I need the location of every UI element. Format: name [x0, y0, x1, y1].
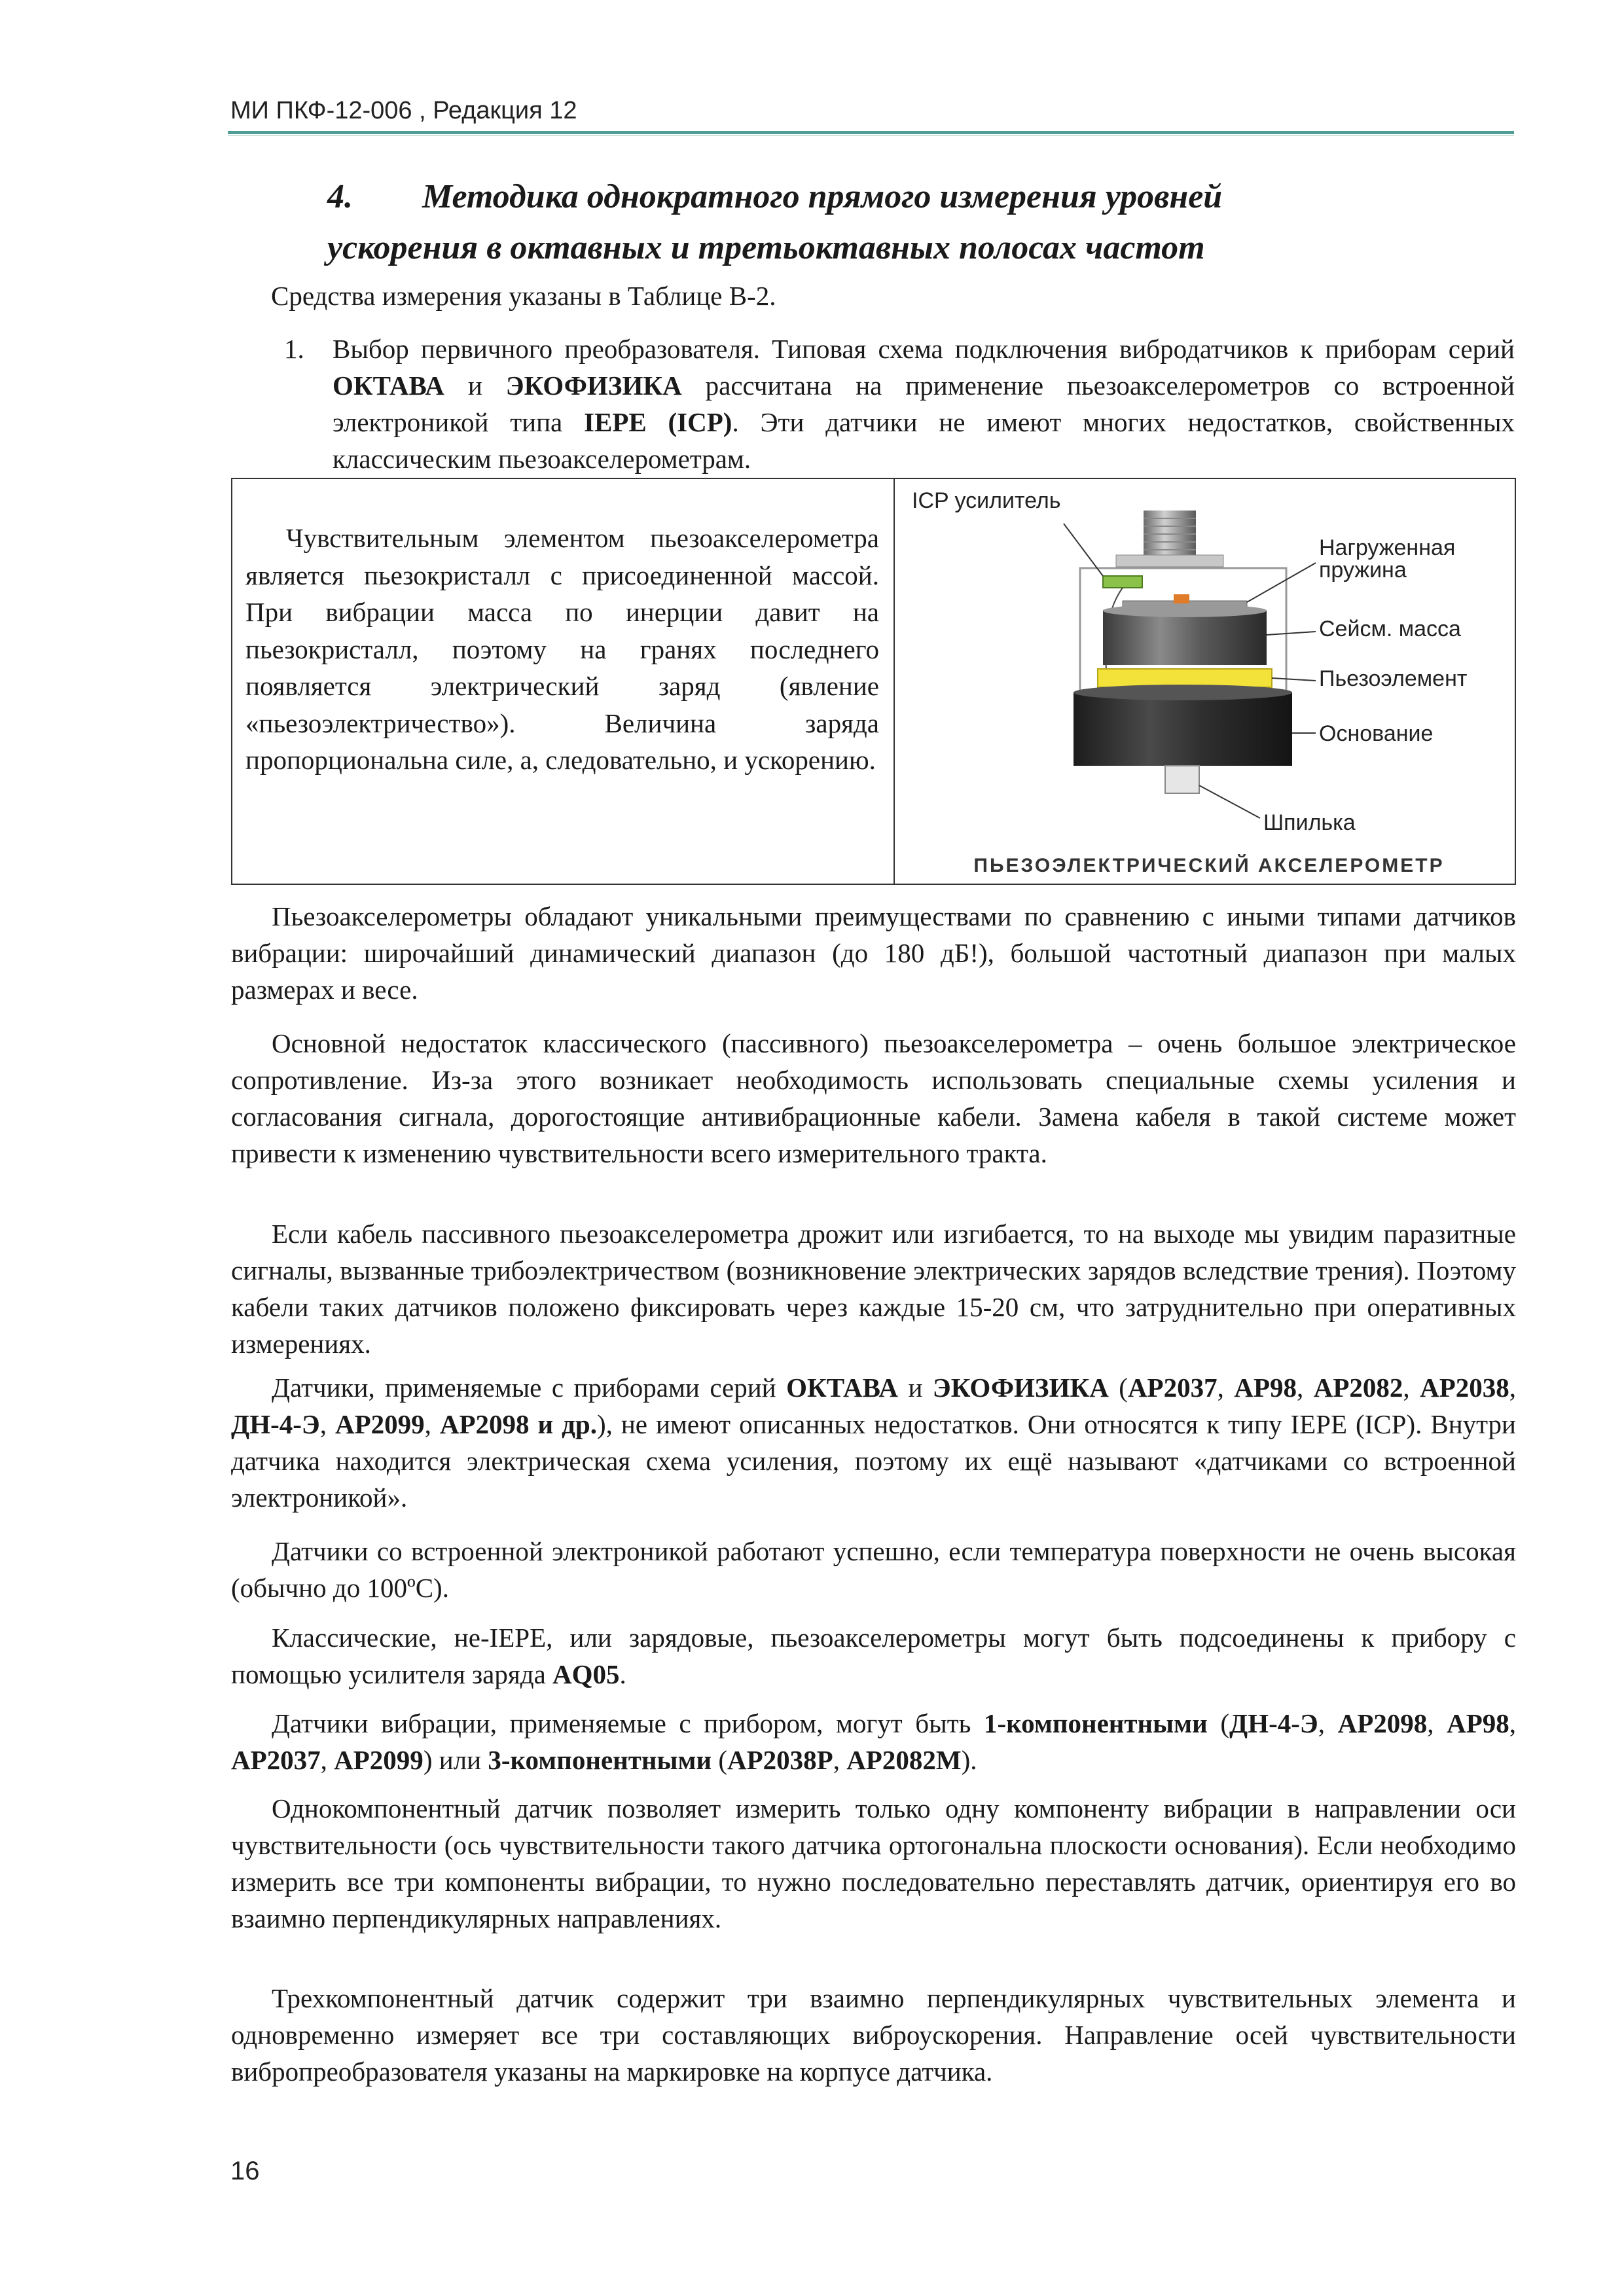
label-stud: Шпилька [1263, 810, 1356, 835]
mass-top [1103, 604, 1267, 617]
label-loaded-spring-1: Нагруженная [1319, 535, 1456, 560]
section-title-line-1: Методика однократного прямого измерения уровней [422, 178, 1223, 215]
section-number: 4. [327, 178, 353, 215]
base [1074, 692, 1292, 766]
paragraph-passive-drawback: Основной недостаток классического (пассивного) пьезоакселерометра – очень большое электрическое сопротивление. Из-за этого возникает необходимость использовать специальные схемы усиления и согласования сигнала, дорогостоящие антивибрационные кабели. Замена кабеля в такой системе может привести к изменению чувствительности всего измерительного тракта. [231, 1028, 1516, 1168]
section-heading [327, 171, 1506, 274]
label-icp-amplifier: ICP усилитель [912, 488, 1061, 513]
document-reference-header: МИ ПКФ-12-006 , Редакция 12 [230, 97, 577, 124]
seismic-mass [1103, 610, 1267, 665]
header-rule [228, 131, 1514, 134]
list-item-1 [284, 331, 1515, 477]
header-rule-thin [228, 135, 1514, 136]
paragraph-advantages: Пьезоакселерометры обладают уникальными преимуществами по сравнению с иными типами датчиков вибрации: широчайший динамический диапазон (до 180 дБ!), большой частотный диапазон при малых размерах и весе. [231, 901, 1516, 1005]
paragraph-temperature: Датчики со встроенной электроникой работают успешно, если температура поверхности не очень высокая (обычно до 100ºС). [231, 1536, 1516, 1603]
label-loaded-spring-2: пружина [1319, 558, 1407, 583]
piezo-accelerometer-diagram [907, 484, 1512, 881]
paragraph-triaxial: Трехкомпонентный датчик содержит три взаимно перпендикулярных чувствительных элемента и одновременно измеряет все три составляющих виброускорения. Направление осей чувствительности вибропреобразователя указаны на маркировке на корпусе датчика. [231, 1983, 1516, 2087]
box-description: Чувствительным элементом пьезоакселерометра является пьезокристалл с присоединенной массой. При вибрации масса по инерции давит на пьезокристалл, поэтому на гранях последнего появляется электрический заряд (явление «пьезоэлектричество»). Величина заряда пропорциональна силе, а, следовательно, и ускорению. [245, 523, 879, 775]
connector-plate [1116, 555, 1223, 567]
label-seismic-mass: Сейсм. масса [1319, 617, 1461, 641]
piezo-element [1098, 669, 1272, 687]
box-divider [893, 479, 895, 884]
paragraph-components: Датчики вибрации, применяемые с прибором, могут быть 1-компонентными (ДН-4-Э, АР2098, АР98, АР2037, АР2099) или 3-компонентными (АР2038Р, АР2082М). [231, 1708, 1517, 1775]
icp-board [1103, 576, 1142, 588]
paragraph-sensors-used: Датчики, применяемые с приборами серий ОКТАВА и ЭКОФИЗИКА (АР2037, АР98, АР2082, АР2038, ДН-4-Э, АР2099, АР2098 и др.), не имеют описанных недостатков. Они относятся к типу IEPE (ICP). Внутри датчика находится электрическая схема усиления, поэтому их ещё называют «датчиками со встроенной электроникой». [231, 1372, 1517, 1513]
page-number: 16 [230, 2157, 260, 2185]
accelerometer-info-box [231, 478, 1516, 885]
spring-screw [1174, 594, 1189, 603]
label-base: Основание [1319, 721, 1434, 746]
list-marker: 1. [284, 334, 304, 364]
label-piezo-element: Пьезоэлемент [1319, 666, 1468, 691]
section-title-line-2: ускорения в октавных и третьоктавных полосах частот [327, 229, 1205, 266]
paragraph-charge-amplifier: Классические, не-IEPE, или зарядовые, пьезоакселерометры могут быть подсоединены к прибору с помощью усилителя заряда AQ05. [231, 1623, 1516, 1689]
intro-paragraph: Средства измерения указаны в Таблице В-2. [271, 281, 776, 311]
stud [1165, 766, 1199, 793]
paragraph-cable-noise: Если кабель пассивного пьезоакселерометра дрожит или изгибается, то на выходе мы увидим паразитные сигналы, вызванные трибоэлектричеством (возникновение электрических зарядов вследствие трения). Поэтому кабели таких датчиков положено фиксировать через каждые 15-20 см, что затруднительно при оперативных измерениях. [231, 1219, 1516, 1359]
list-item-1-text: Выбор первичного преобразователя. Типовая схема подключения вибродатчиков к приборам серий ОКТАВА и ЭКОФИЗИКА рассчитана на применение пьезоакселерометров со встроенной электроникой типа IEPE (ICP). Эти датчики не имеют многих недостатков, свойственных классическим пьезоакселерометрам. [333, 334, 1515, 474]
connector [1144, 511, 1196, 555]
paragraph-single-component: Однокомпонентный датчик позволяет измерить только одну компоненту вибрации в направлении оси чувствительности (ось чувствительности такого датчика ортогональна плоскости основания). Если необходимо измерить все три компоненты вибрации, то нужно последовательно переставлять датчик, ориентируя его во взаимно перпендикулярных направлениях. [231, 1793, 1516, 1933]
figure-caption: ПЬЕЗОЭЛЕКТРИЧЕСКИЙ АКСЕЛЕРОМЕТР [973, 855, 1445, 876]
base-top [1074, 685, 1292, 700]
